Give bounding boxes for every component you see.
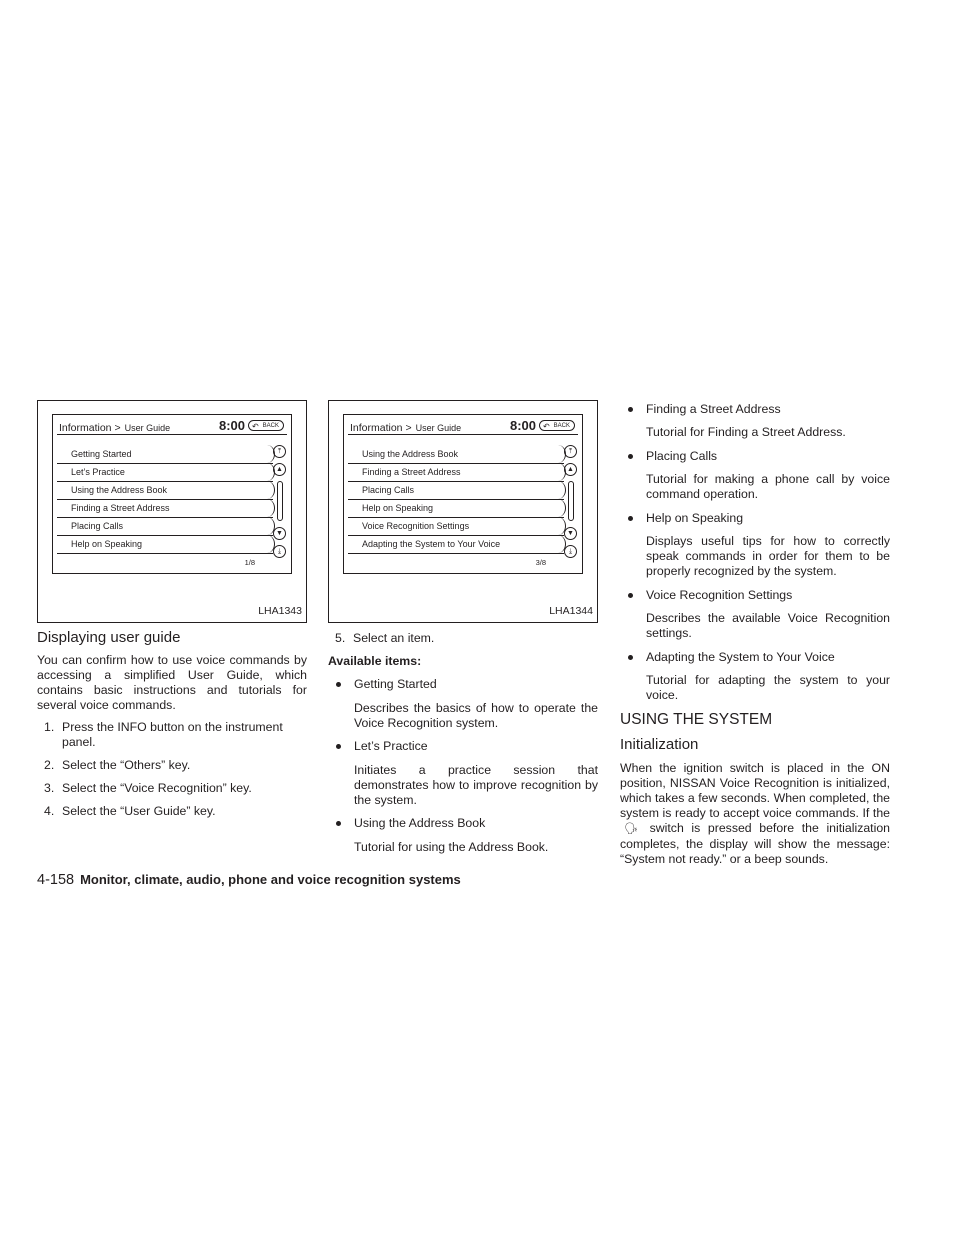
item-description: Tutorial for making a phone call by voice command operation. — [646, 472, 890, 501]
item-description: Tutorial for adapting the system to your voice. — [646, 673, 890, 702]
section-heading: Displaying user guide — [37, 629, 181, 646]
bullet-item: Finding a Street Address — [620, 402, 890, 417]
screen-menu-list — [348, 446, 564, 554]
scroll-up-icon[interactable]: ▲ — [564, 463, 577, 476]
column-middle — [328, 400, 598, 855]
screen-header — [57, 418, 287, 435]
bullet-icon — [628, 454, 633, 459]
scroll-bottom-icon[interactable]: ⤓ — [273, 545, 286, 558]
screen-clock: 8:00 — [218, 418, 245, 433]
figure-code: LHA1343 — [258, 605, 302, 617]
column-left — [37, 400, 307, 819]
talk-switch-icon: 🗣 — [624, 823, 638, 835]
column-right — [620, 402, 890, 867]
item-description: Displays useful tips for how to correctly speak commands in order for them to be properly recognized by the system. — [646, 534, 890, 578]
figure-user-guide-page-3 — [328, 400, 598, 623]
bullet-item: Help on Speaking — [620, 511, 890, 526]
screen-header — [348, 418, 578, 435]
step-item: 1. Press the INFO button on the instrument panel. — [44, 720, 283, 749]
menu-item[interactable]: Finding a Street Address — [57, 499, 273, 517]
figure-user-guide-page-1 — [37, 400, 307, 623]
bullet-item: Placing Calls — [620, 449, 890, 464]
screen-display — [52, 414, 292, 574]
item-description: Tutorial for using the Address Book. — [354, 840, 549, 854]
footer-section-title: Monitor, climate, audio, phone and voice recognition systems — [80, 872, 461, 887]
bullet-item: Getting Started — [328, 677, 598, 692]
initialization-paragraph: When the ignition switch is placed in the ON position, NISSAN Voice Recognition is initialized, which takes a few seconds. When completed, the system is ready to accept voice commands. If the 🗣 switch is pressed before the initialization completes, the display will show the message: “System not ready.” or a beep sounds. — [620, 761, 891, 866]
scrollbar[interactable] — [277, 481, 283, 521]
bullet-icon — [628, 655, 633, 660]
available-items-label: Available items: — [328, 654, 422, 668]
step-item: 4. Select the “User Guide” key. — [44, 804, 216, 818]
menu-item[interactable]: Voice Recognition Settings — [348, 517, 564, 535]
menu-item[interactable]: Placing Calls — [348, 481, 564, 499]
page-indicator: 3/8 — [535, 558, 546, 567]
back-button[interactable]: ↶ BACK — [539, 420, 575, 431]
scroll-bottom-icon[interactable]: ⤓ — [564, 545, 577, 558]
bullet-item: Using the Address Book — [328, 816, 598, 831]
menu-item[interactable]: Getting Started — [57, 446, 273, 463]
section-title: USING THE SYSTEM — [620, 711, 773, 728]
screen-display — [343, 414, 583, 574]
page-footer — [37, 871, 461, 889]
back-button[interactable]: ↶ BACK — [248, 420, 284, 431]
scroll-down-icon[interactable]: ▼ — [273, 527, 286, 540]
menu-item[interactable]: Using the Address Book — [348, 446, 564, 463]
menu-item[interactable]: Placing Calls — [57, 517, 273, 535]
bullet-icon — [336, 821, 341, 826]
scroll-top-icon[interactable]: ⤒ — [564, 445, 577, 458]
back-arrow-icon: ↶ — [252, 422, 259, 431]
menu-item[interactable]: Finding a Street Address — [348, 463, 564, 481]
screen-title: Information > User Guide — [350, 422, 462, 434]
back-arrow-icon: ↶ — [543, 422, 550, 431]
bullet-icon — [336, 744, 341, 749]
bullet-icon — [628, 407, 633, 412]
step-item: 3. Select the “Voice Recognition” key. — [44, 781, 252, 795]
menu-item[interactable]: Let’s Practice — [57, 463, 273, 481]
item-description: Describes the available Voice Recognition settings. — [646, 611, 890, 640]
intro-paragraph: You can confirm how to use voice commands by accessing a simplified User Guide, which contains basic instructions and tutorials for several voice commands. — [37, 653, 307, 712]
scroll-up-icon[interactable]: ▲ — [273, 463, 286, 476]
screen-clock: 8:00 — [509, 418, 536, 433]
menu-item[interactable]: Help on Speaking — [57, 535, 273, 554]
page-number: 4-158 — [37, 872, 75, 888]
sub-heading: Initialization — [620, 736, 699, 753]
scroll-top-icon[interactable]: ⤒ — [273, 445, 286, 458]
item-description: Describes the basics of how to operate the Voice Recognition system. — [354, 701, 598, 730]
bullet-item: Let’s Practice — [328, 739, 598, 754]
screen-title: Information > User Guide — [59, 422, 171, 434]
bullet-icon — [628, 516, 633, 521]
scrollbar[interactable] — [568, 481, 574, 521]
menu-item[interactable]: Using the Address Book — [57, 481, 273, 499]
step-item: 5. Select an item. — [335, 631, 435, 645]
scroll-down-icon[interactable]: ▼ — [564, 527, 577, 540]
menu-item[interactable]: Help on Speaking — [348, 499, 564, 517]
item-description: Initiates a practice session that demonstrates how to improve recognition by the system. — [354, 763, 598, 807]
item-description: Tutorial for Finding a Street Address. — [646, 425, 846, 439]
page-indicator: 1/8 — [244, 558, 255, 567]
bullet-icon — [336, 682, 341, 687]
menu-item[interactable]: Adapting the System to Your Voice — [348, 535, 564, 554]
bullet-item: Adapting the System to Your Voice — [620, 650, 890, 665]
screen-menu-list — [57, 446, 273, 554]
step-item: 2. Select the “Others” key. — [44, 758, 191, 772]
figure-code: LHA1344 — [549, 605, 593, 617]
bullet-item: Voice Recognition Settings — [620, 588, 890, 603]
bullet-icon — [628, 593, 633, 598]
